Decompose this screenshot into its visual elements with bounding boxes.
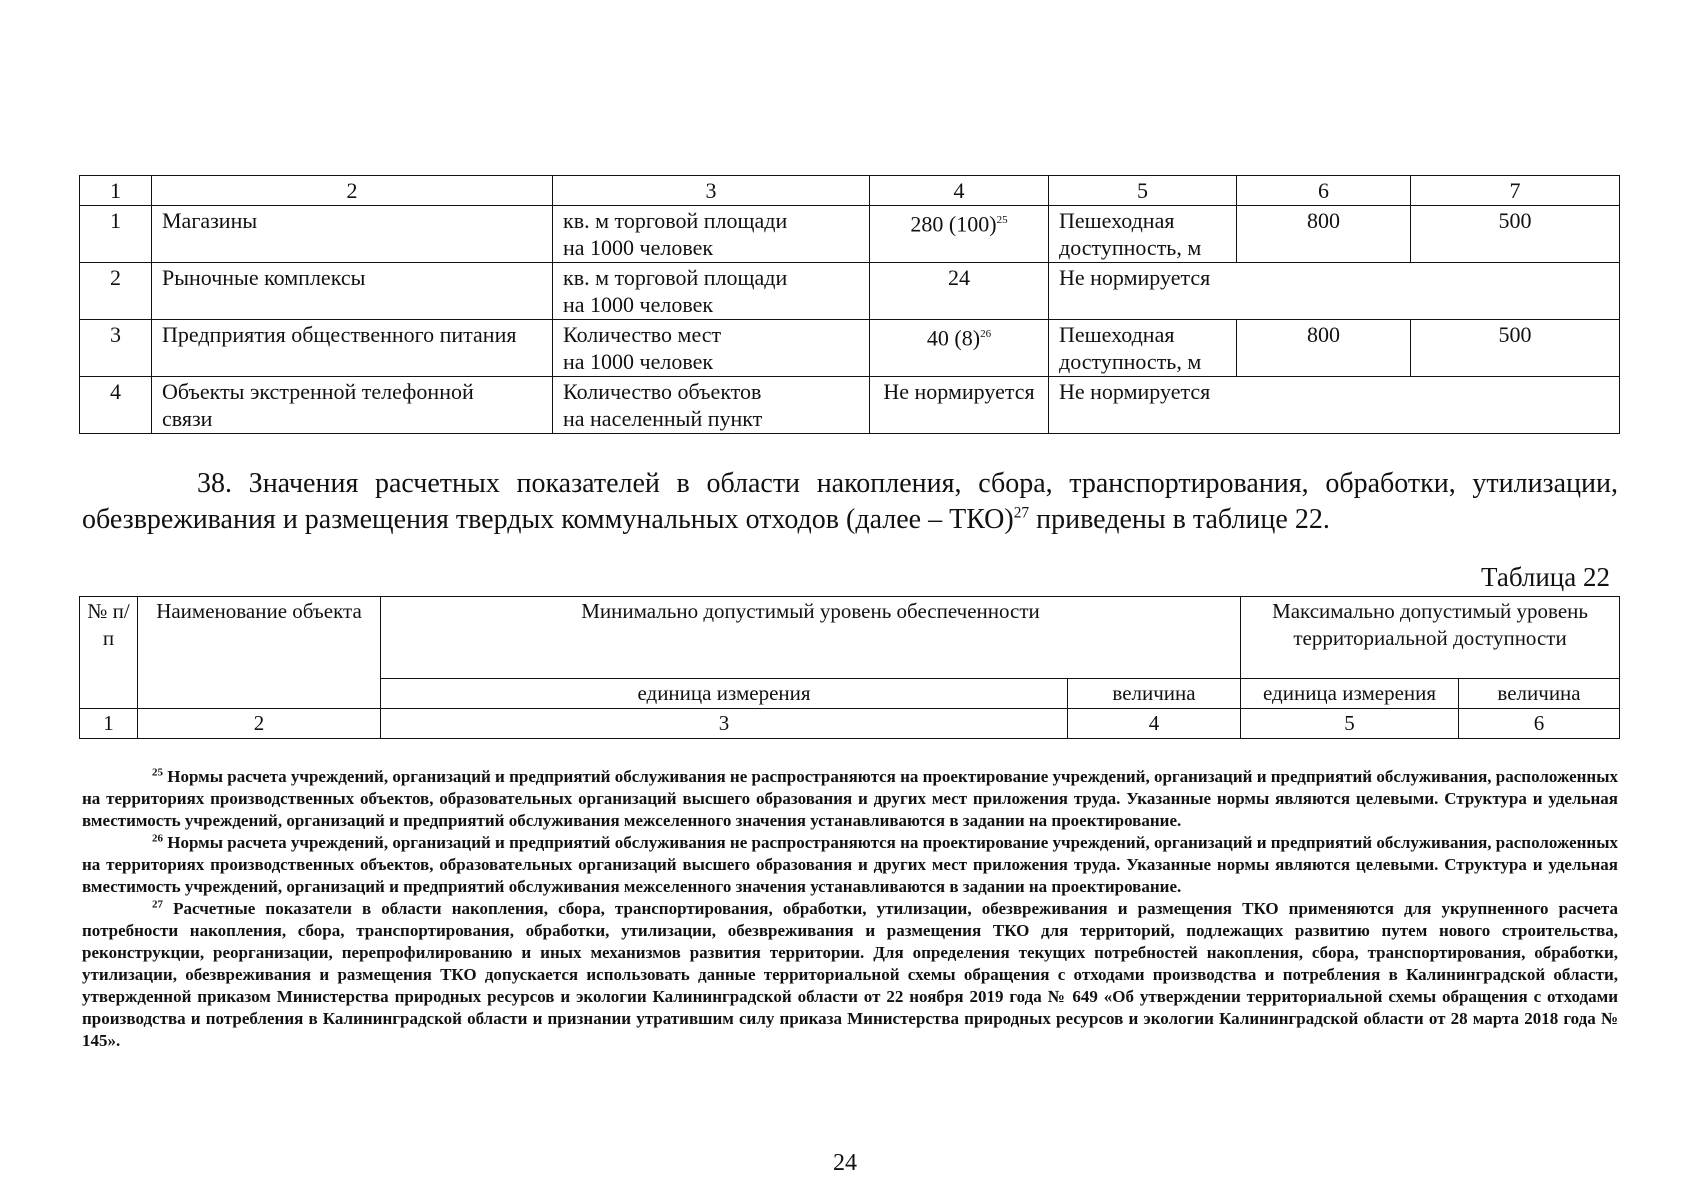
norm-cell: Не нормируется xyxy=(1049,263,1620,320)
value-cell: 280 $(100)^{25}$ xyxy=(870,206,1049,263)
table-row xyxy=(80,263,1620,320)
value-cell: Не нормируется xyxy=(870,377,1049,434)
col-header-unit: единица измерения xyxy=(381,679,1068,709)
tko-table xyxy=(79,596,1620,739)
paragraph-38: 38. Значения расчетных показателей в области накопления, сбора, транспортирования, обработки, утилизации, обезвреживания и размещения твердых коммунальных отходов (далее – ТКО)$^{27}$ приведены в таблице 22. xyxy=(82,468,1618,535)
access-unit-cell: Пешеходная доступность, м xyxy=(1049,320,1237,377)
col-header-num: № п/п xyxy=(80,597,138,709)
footnote: $^{25}$ Нормы расчета учреждений, организаций и предприятий обслуживания не распространяются на проектирование учреждений, организаций и предприятий обслуживания, расположенных на территориях производственных объектов, образовательных организаций высшего образования и других мест приложения труда. Указанные нормы являются целевыми. Структура и удельная вместимость учреждений, организаций и предприятий обслуживания межселенного значения устанавливаются в задании на проектирование. xyxy=(82,766,1618,830)
table-row xyxy=(80,320,1620,377)
footnote-ref: 26 xyxy=(980,328,992,340)
unit-cell: Количество мест на 1000 человек xyxy=(553,320,870,377)
col-number: 6 xyxy=(1459,709,1620,739)
footnote-number: 25 xyxy=(152,766,163,779)
table-row xyxy=(80,206,1620,263)
col-header-value: величина xyxy=(1068,679,1241,709)
col-header-value: величина xyxy=(1459,679,1620,709)
access-value-cell: 500 xyxy=(1411,320,1620,377)
col-header: 1 xyxy=(80,176,152,206)
page-number: 24 xyxy=(833,1150,857,1176)
col-header-min: Минимально допустимый уровень обеспеченности xyxy=(381,597,1241,679)
footnote: $^{26}$ Нормы расчета учреждений, организаций и предприятий обслуживания не распространяются на проектирование учреждений, организаций и предприятий обслуживания, расположенных на территориях производственных объектов, образовательных организаций высшего образования и других мест приложения труда. Указанные нормы являются целевыми. Структура и удельная вместимость учреждений, организаций и предприятий обслуживания межселенного значения устанавливаются в задании на проектирование. xyxy=(82,832,1618,896)
table-header-row xyxy=(80,176,1620,206)
norm-cell: Не нормируется xyxy=(1049,377,1620,434)
value-cell: 24 xyxy=(870,263,1049,320)
unit-cell: кв. м торговой площади на 1000 человек xyxy=(553,206,870,263)
table-row xyxy=(80,377,1620,434)
row-number: 1 xyxy=(80,206,152,263)
col-number: 5 xyxy=(1241,709,1459,739)
object-name: Объекты экстренной телефонной связи xyxy=(152,377,553,434)
col-header-unit: единица измерения xyxy=(1241,679,1459,709)
col-header: 6 xyxy=(1237,176,1411,206)
footnote-ref: 27 xyxy=(1013,504,1030,522)
access-unit-cell: Пешеходная доступность, м xyxy=(1049,206,1237,263)
row-number: 2 xyxy=(80,263,152,320)
table-header-row xyxy=(80,597,1620,679)
col-header: 4 xyxy=(870,176,1049,206)
unit-cell: кв. м торговой площади на 1000 человек xyxy=(553,263,870,320)
col-header: 5 xyxy=(1049,176,1237,206)
footnotes xyxy=(82,766,1618,1052)
footnote-ref: 25 xyxy=(996,214,1008,226)
col-number: 2 xyxy=(138,709,381,739)
col-number: 4 xyxy=(1068,709,1241,739)
access-value-cell: 800 xyxy=(1237,206,1411,263)
object-name: Рыночные комплексы xyxy=(152,263,553,320)
row-number: 3 xyxy=(80,320,152,377)
col-header-max: Максимально допустимый уровень территориальной доступности xyxy=(1241,597,1620,679)
col-header: 2 xyxy=(152,176,553,206)
table-row xyxy=(80,709,1620,739)
col-header: 3 xyxy=(553,176,870,206)
col-number: 3 xyxy=(381,709,1068,739)
value-cell: 40 $(8)^{26}$ xyxy=(870,320,1049,377)
col-header: 7 xyxy=(1411,176,1620,206)
col-number: 1 xyxy=(80,709,138,739)
row-number: 4 xyxy=(80,377,152,434)
footnote-number: 26 xyxy=(152,832,163,845)
object-name: Магазины xyxy=(152,206,553,263)
object-name: Предприятия общественного питания xyxy=(152,320,553,377)
access-value-cell: 500 xyxy=(1411,206,1620,263)
services-table xyxy=(79,175,1620,434)
footnote: $^{27}$ Расчетные показатели в области накопления, сбора, транспортирования, обработки, утилизации, обезвреживания и размещения ТКО применяются для укрупненного расчета потребности накопления, сбора, транспортирования, обработки, утилизации, обезвреживания и размещения ТКО для территорий, подлежащих развитию путем нового строительства, реконструкции, реорганизации, перепрофилированию и иных механизмов развития территории. Для определения текущих потребностей накопления, сбора, транспортирования, обработки, утилизации, обезвреживания и размещения ТКО допускается использовать данные территориальной схемы обращения с отходами производства и потребления в Калининградской области, утвержденной приказом Министерства природных ресурсов и экологии Калининградской области от 22 ноября 2019 года № 649 «Об утверждении территориальной схемы обращения с отходами производства и потребления в Калининградской области и признании утратившим силу приказа Министерства природных ресурсов и экологии Калининградской области от 28 марта 2018 года № 145». xyxy=(82,898,1618,1050)
access-value-cell: 800 xyxy=(1237,320,1411,377)
col-header-name: Наименование объекта xyxy=(138,597,381,709)
footnote-number: 27 xyxy=(152,898,163,911)
table-caption: Таблица 22 xyxy=(1481,562,1610,592)
unit-cell: Количество объектов на населенный пункт xyxy=(553,377,870,434)
